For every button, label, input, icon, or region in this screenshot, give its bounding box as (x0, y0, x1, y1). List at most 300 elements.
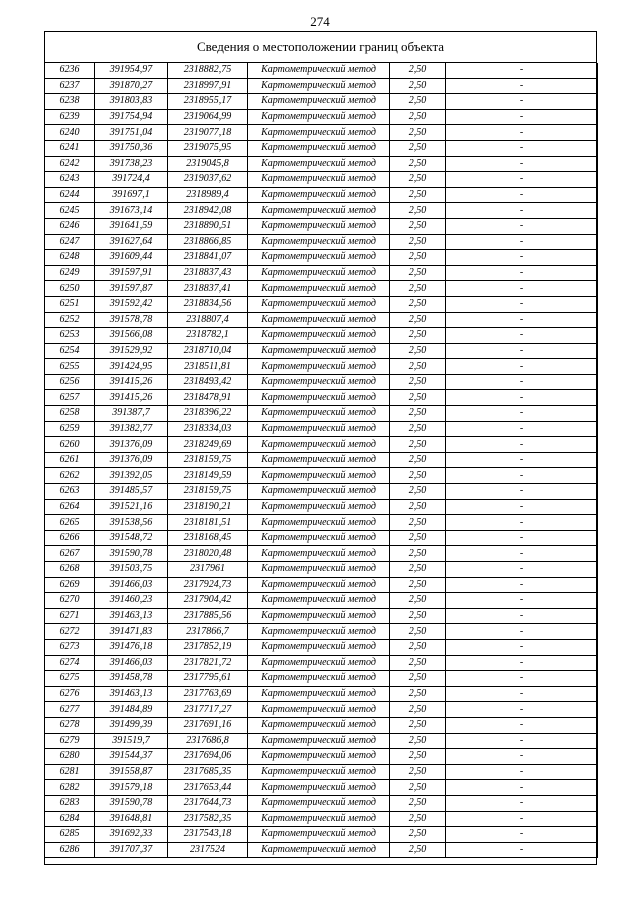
y-coordinate-cell: 2318181,51 (168, 515, 248, 531)
method-cell: Картометрический метод (248, 562, 390, 578)
description-cell: - (446, 717, 598, 733)
page-number: 274 (310, 14, 330, 29)
point-number-cell: 6283 (45, 795, 95, 811)
description-cell: - (446, 140, 598, 156)
y-coordinate-cell: 2318807,4 (168, 312, 248, 328)
x-coordinate-cell: 391641,59 (95, 218, 168, 234)
accuracy-cell: 2,50 (390, 811, 446, 827)
description-cell: - (446, 624, 598, 640)
method-cell: Картометрический метод (248, 78, 390, 94)
y-coordinate-cell: 2317904,42 (168, 593, 248, 609)
table-row (45, 156, 598, 172)
point-number-cell: 6246 (45, 218, 95, 234)
accuracy-cell: 2,50 (390, 546, 446, 562)
y-coordinate-cell: 2318710,04 (168, 343, 248, 359)
x-coordinate-cell: 391590,78 (95, 546, 168, 562)
accuracy-cell: 2,50 (390, 437, 446, 453)
method-cell: Картометрический метод (248, 406, 390, 422)
x-coordinate-cell: 391538,56 (95, 515, 168, 531)
x-coordinate-cell: 391484,89 (95, 702, 168, 718)
method-cell: Картометрический метод (248, 577, 390, 593)
description-cell: - (446, 608, 598, 624)
point-number-cell: 6244 (45, 187, 95, 203)
coordinates-table-body (45, 63, 598, 858)
point-number-cell: 6242 (45, 156, 95, 172)
point-number-cell: 6241 (45, 140, 95, 156)
table-row (45, 530, 598, 546)
accuracy-cell: 2,50 (390, 484, 446, 500)
table-row (45, 452, 598, 468)
accuracy-cell: 2,50 (390, 515, 446, 531)
table-row (45, 671, 598, 687)
x-coordinate-cell: 391463,13 (95, 686, 168, 702)
y-coordinate-cell: 2317543,18 (168, 827, 248, 843)
point-number-cell: 6271 (45, 608, 95, 624)
point-number-cell: 6285 (45, 827, 95, 843)
table-row (45, 780, 598, 796)
table-row (45, 546, 598, 562)
description-cell: - (446, 109, 598, 125)
table-row (45, 312, 598, 328)
point-number-cell: 6245 (45, 203, 95, 219)
table-row (45, 499, 598, 515)
table-row (45, 733, 598, 749)
x-coordinate-cell: 391566,08 (95, 328, 168, 344)
y-coordinate-cell: 2317694,06 (168, 749, 248, 765)
point-number-cell: 6243 (45, 172, 95, 188)
description-cell: - (446, 390, 598, 406)
description-cell: - (446, 78, 598, 94)
method-cell: Картометрический метод (248, 328, 390, 344)
x-coordinate-cell: 391466,03 (95, 577, 168, 593)
point-number-cell: 6261 (45, 452, 95, 468)
description-cell: - (446, 811, 598, 827)
point-number-cell: 6284 (45, 811, 95, 827)
method-cell: Картометрический метод (248, 608, 390, 624)
accuracy-cell: 2,50 (390, 468, 446, 484)
x-coordinate-cell: 391376,09 (95, 452, 168, 468)
accuracy-cell: 2,50 (390, 452, 446, 468)
x-coordinate-cell: 391673,14 (95, 203, 168, 219)
accuracy-cell: 2,50 (390, 780, 446, 796)
description-cell: - (446, 452, 598, 468)
accuracy-cell: 2,50 (390, 749, 446, 765)
method-cell: Картометрический метод (248, 499, 390, 515)
accuracy-cell: 2,50 (390, 374, 446, 390)
method-cell: Картометрический метод (248, 593, 390, 609)
description-cell: - (446, 250, 598, 266)
x-coordinate-cell: 391544,37 (95, 749, 168, 765)
table-row (45, 359, 598, 375)
description-cell: - (446, 406, 598, 422)
method-cell: Картометрический метод (248, 109, 390, 125)
point-number-cell: 6281 (45, 764, 95, 780)
point-number-cell: 6260 (45, 437, 95, 453)
y-coordinate-cell: 2317524 (168, 842, 248, 858)
description-cell: - (446, 468, 598, 484)
point-number-cell: 6273 (45, 639, 95, 655)
y-coordinate-cell: 2318942,08 (168, 203, 248, 219)
y-coordinate-cell: 2318020,48 (168, 546, 248, 562)
x-coordinate-cell: 391392,05 (95, 468, 168, 484)
description-cell: - (446, 63, 598, 78)
description-cell: - (446, 187, 598, 203)
description-cell: - (446, 577, 598, 593)
table-row (45, 593, 598, 609)
table-row (45, 343, 598, 359)
description-cell: - (446, 156, 598, 172)
description-cell: - (446, 530, 598, 546)
x-coordinate-cell: 391503,75 (95, 562, 168, 578)
description-cell: - (446, 593, 598, 609)
point-number-cell: 6266 (45, 530, 95, 546)
method-cell: Картометрический метод (248, 359, 390, 375)
x-coordinate-cell: 391548,72 (95, 530, 168, 546)
method-cell: Картометрический метод (248, 63, 390, 78)
method-cell: Картометрический метод (248, 374, 390, 390)
point-number-cell: 6268 (45, 562, 95, 578)
method-cell: Картометрический метод (248, 343, 390, 359)
method-cell: Картометрический метод (248, 468, 390, 484)
accuracy-cell: 2,50 (390, 764, 446, 780)
accuracy-cell: 2,50 (390, 624, 446, 640)
method-cell: Картометрический метод (248, 452, 390, 468)
accuracy-cell: 2,50 (390, 562, 446, 578)
accuracy-cell: 2,50 (390, 234, 446, 250)
point-number-cell: 6250 (45, 281, 95, 297)
y-coordinate-cell: 2318841,07 (168, 250, 248, 266)
y-coordinate-cell: 2317644,73 (168, 795, 248, 811)
accuracy-cell: 2,50 (390, 218, 446, 234)
point-number-cell: 6263 (45, 484, 95, 500)
table-row (45, 203, 598, 219)
accuracy-cell: 2,50 (390, 733, 446, 749)
table-row (45, 717, 598, 733)
method-cell: Картометрический метод (248, 795, 390, 811)
x-coordinate-cell: 391597,91 (95, 265, 168, 281)
method-cell: Картометрический метод (248, 140, 390, 156)
accuracy-cell: 2,50 (390, 94, 446, 110)
description-cell: - (446, 562, 598, 578)
point-number-cell: 6264 (45, 499, 95, 515)
y-coordinate-cell: 2319075,95 (168, 140, 248, 156)
description-cell: - (446, 546, 598, 562)
accuracy-cell: 2,50 (390, 328, 446, 344)
x-coordinate-cell: 391519,7 (95, 733, 168, 749)
x-coordinate-cell: 391597,87 (95, 281, 168, 297)
point-number-cell: 6256 (45, 374, 95, 390)
description-cell: - (446, 702, 598, 718)
y-coordinate-cell: 2318190,21 (168, 499, 248, 515)
x-coordinate-cell: 391590,78 (95, 795, 168, 811)
y-coordinate-cell: 2318396,22 (168, 406, 248, 422)
x-coordinate-cell: 391458,78 (95, 671, 168, 687)
y-coordinate-cell: 2317961 (168, 562, 248, 578)
description-cell: - (446, 515, 598, 531)
method-cell: Картометрический метод (248, 281, 390, 297)
table-row (45, 577, 598, 593)
y-coordinate-cell: 2318837,43 (168, 265, 248, 281)
point-number-cell: 6253 (45, 328, 95, 344)
point-number-cell: 6262 (45, 468, 95, 484)
table-row (45, 63, 598, 78)
method-cell: Картометрический метод (248, 187, 390, 203)
method-cell: Картометрический метод (248, 749, 390, 765)
accuracy-cell: 2,50 (390, 686, 446, 702)
table-row (45, 109, 598, 125)
point-number-cell: 6252 (45, 312, 95, 328)
point-number-cell: 6286 (45, 842, 95, 858)
description-cell: - (446, 795, 598, 811)
accuracy-cell: 2,50 (390, 250, 446, 266)
method-cell: Картометрический метод (248, 250, 390, 266)
y-coordinate-cell: 2318159,75 (168, 484, 248, 500)
x-coordinate-cell: 391738,23 (95, 156, 168, 172)
description-cell: - (446, 842, 598, 858)
method-cell: Картометрический метод (248, 203, 390, 219)
point-number-cell: 6237 (45, 78, 95, 94)
point-number-cell: 6277 (45, 702, 95, 718)
method-cell: Картометрический метод (248, 234, 390, 250)
method-cell: Картометрический метод (248, 811, 390, 827)
table-row (45, 795, 598, 811)
point-number-cell: 6280 (45, 749, 95, 765)
accuracy-cell: 2,50 (390, 842, 446, 858)
accuracy-cell: 2,50 (390, 390, 446, 406)
description-cell: - (446, 172, 598, 188)
table-row (45, 187, 598, 203)
accuracy-cell: 2,50 (390, 63, 446, 78)
x-coordinate-cell: 391415,26 (95, 390, 168, 406)
table-row (45, 842, 598, 858)
x-coordinate-cell: 391476,18 (95, 639, 168, 655)
point-number-cell: 6247 (45, 234, 95, 250)
x-coordinate-cell: 391499,39 (95, 717, 168, 733)
description-cell: - (446, 827, 598, 843)
x-coordinate-cell: 391750,36 (95, 140, 168, 156)
x-coordinate-cell: 391415,26 (95, 374, 168, 390)
table-row (45, 702, 598, 718)
point-number-cell: 6239 (45, 109, 95, 125)
y-coordinate-cell: 2318334,03 (168, 421, 248, 437)
table-row (45, 265, 598, 281)
y-coordinate-cell: 2318866,85 (168, 234, 248, 250)
table-row (45, 749, 598, 765)
x-coordinate-cell: 391751,04 (95, 125, 168, 141)
accuracy-cell: 2,50 (390, 140, 446, 156)
x-coordinate-cell: 391754,94 (95, 109, 168, 125)
description-cell: - (446, 265, 598, 281)
x-coordinate-cell: 391521,16 (95, 499, 168, 515)
accuracy-cell: 2,50 (390, 125, 446, 141)
point-number-cell: 6255 (45, 359, 95, 375)
y-coordinate-cell: 2319064,99 (168, 109, 248, 125)
table-row (45, 172, 598, 188)
x-coordinate-cell: 391387,7 (95, 406, 168, 422)
method-cell: Картометрический метод (248, 733, 390, 749)
description-cell: - (446, 343, 598, 359)
x-coordinate-cell: 391578,78 (95, 312, 168, 328)
table-row (45, 811, 598, 827)
table-row (45, 655, 598, 671)
point-number-cell: 6254 (45, 343, 95, 359)
description-cell: - (446, 94, 598, 110)
description-cell: - (446, 437, 598, 453)
table-row (45, 94, 598, 110)
x-coordinate-cell: 391707,37 (95, 842, 168, 858)
method-cell: Картометрический метод (248, 312, 390, 328)
point-number-cell: 6278 (45, 717, 95, 733)
description-cell: - (446, 312, 598, 328)
accuracy-cell: 2,50 (390, 717, 446, 733)
table-row (45, 218, 598, 234)
table-row (45, 686, 598, 702)
y-coordinate-cell: 2317924,73 (168, 577, 248, 593)
point-number-cell: 6248 (45, 250, 95, 266)
table-row (45, 234, 598, 250)
table-row (45, 515, 598, 531)
y-coordinate-cell: 2318834,56 (168, 296, 248, 312)
table-row (45, 624, 598, 640)
method-cell: Картометрический метод (248, 484, 390, 500)
point-number-cell: 6267 (45, 546, 95, 562)
description-cell: - (446, 374, 598, 390)
method-cell: Картометрический метод (248, 265, 390, 281)
y-coordinate-cell: 2317582,35 (168, 811, 248, 827)
section-title: Сведения о местоположении границ объекта (45, 32, 596, 63)
y-coordinate-cell: 2318837,41 (168, 281, 248, 297)
accuracy-cell: 2,50 (390, 265, 446, 281)
table-row (45, 250, 598, 266)
table-row (45, 374, 598, 390)
method-cell: Картометрический метод (248, 390, 390, 406)
method-cell: Картометрический метод (248, 437, 390, 453)
description-cell: - (446, 764, 598, 780)
method-cell: Картометрический метод (248, 827, 390, 843)
description-cell: - (446, 281, 598, 297)
point-number-cell: 6238 (45, 94, 95, 110)
accuracy-cell: 2,50 (390, 827, 446, 843)
accuracy-cell: 2,50 (390, 671, 446, 687)
method-cell: Картометрический метод (248, 530, 390, 546)
method-cell: Картометрический метод (248, 842, 390, 858)
y-coordinate-cell: 2317795,61 (168, 671, 248, 687)
method-cell: Картометрический метод (248, 94, 390, 110)
x-coordinate-cell: 391485,57 (95, 484, 168, 500)
x-coordinate-cell: 391471,83 (95, 624, 168, 640)
method-cell: Картометрический метод (248, 218, 390, 234)
accuracy-cell: 2,50 (390, 795, 446, 811)
y-coordinate-cell: 2317885,56 (168, 608, 248, 624)
table-row (45, 125, 598, 141)
method-cell: Картометрический метод (248, 421, 390, 437)
accuracy-cell: 2,50 (390, 421, 446, 437)
description-cell: - (446, 296, 598, 312)
accuracy-cell: 2,50 (390, 156, 446, 172)
point-number-cell: 6282 (45, 780, 95, 796)
accuracy-cell: 2,50 (390, 577, 446, 593)
y-coordinate-cell: 2318882,75 (168, 63, 248, 78)
method-cell: Картометрический метод (248, 172, 390, 188)
table-row (45, 639, 598, 655)
x-coordinate-cell: 391697,1 (95, 187, 168, 203)
method-cell: Картометрический метод (248, 296, 390, 312)
point-number-cell: 6279 (45, 733, 95, 749)
method-cell: Картометрический метод (248, 156, 390, 172)
x-coordinate-cell: 391692,33 (95, 827, 168, 843)
method-cell: Картометрический метод (248, 546, 390, 562)
description-cell: - (446, 328, 598, 344)
x-coordinate-cell: 391724,4 (95, 172, 168, 188)
table-row (45, 468, 598, 484)
table-row (45, 281, 598, 297)
y-coordinate-cell: 2318989,4 (168, 187, 248, 203)
accuracy-cell: 2,50 (390, 172, 446, 188)
point-number-cell: 6249 (45, 265, 95, 281)
method-cell: Картометрический метод (248, 764, 390, 780)
point-number-cell: 6259 (45, 421, 95, 437)
table-row (45, 484, 598, 500)
description-cell: - (446, 499, 598, 515)
method-cell: Картометрический метод (248, 702, 390, 718)
description-cell: - (446, 655, 598, 671)
accuracy-cell: 2,50 (390, 78, 446, 94)
description-cell: - (446, 203, 598, 219)
table-row (45, 406, 598, 422)
method-cell: Картометрический метод (248, 671, 390, 687)
description-cell: - (446, 749, 598, 765)
point-number-cell: 6270 (45, 593, 95, 609)
y-coordinate-cell: 2319077,18 (168, 125, 248, 141)
accuracy-cell: 2,50 (390, 109, 446, 125)
y-coordinate-cell: 2317821,72 (168, 655, 248, 671)
accuracy-cell: 2,50 (390, 702, 446, 718)
point-number-cell: 6272 (45, 624, 95, 640)
y-coordinate-cell: 2317717,27 (168, 702, 248, 718)
table-row (45, 328, 598, 344)
point-number-cell: 6236 (45, 63, 95, 78)
table-row (45, 390, 598, 406)
description-cell: - (446, 421, 598, 437)
x-coordinate-cell: 391558,87 (95, 764, 168, 780)
x-coordinate-cell: 391609,44 (95, 250, 168, 266)
description-cell: - (446, 733, 598, 749)
y-coordinate-cell: 2317686,8 (168, 733, 248, 749)
y-coordinate-cell: 2318249,69 (168, 437, 248, 453)
x-coordinate-cell: 391376,09 (95, 437, 168, 453)
x-coordinate-cell: 391627,64 (95, 234, 168, 250)
accuracy-cell: 2,50 (390, 499, 446, 515)
x-coordinate-cell: 391424,95 (95, 359, 168, 375)
coordinates-table (44, 63, 598, 858)
point-number-cell: 6275 (45, 671, 95, 687)
y-coordinate-cell: 2318478,91 (168, 390, 248, 406)
point-number-cell: 6269 (45, 577, 95, 593)
table-row (45, 140, 598, 156)
x-coordinate-cell: 391803,83 (95, 94, 168, 110)
y-coordinate-cell: 2317866,7 (168, 624, 248, 640)
description-cell: - (446, 484, 598, 500)
description-cell: - (446, 780, 598, 796)
table-row (45, 437, 598, 453)
method-cell: Картометрический метод (248, 515, 390, 531)
y-coordinate-cell: 2317763,69 (168, 686, 248, 702)
point-number-cell: 6258 (45, 406, 95, 422)
point-number-cell: 6274 (45, 655, 95, 671)
y-coordinate-cell: 2319037,62 (168, 172, 248, 188)
accuracy-cell: 2,50 (390, 655, 446, 671)
table-row (45, 78, 598, 94)
